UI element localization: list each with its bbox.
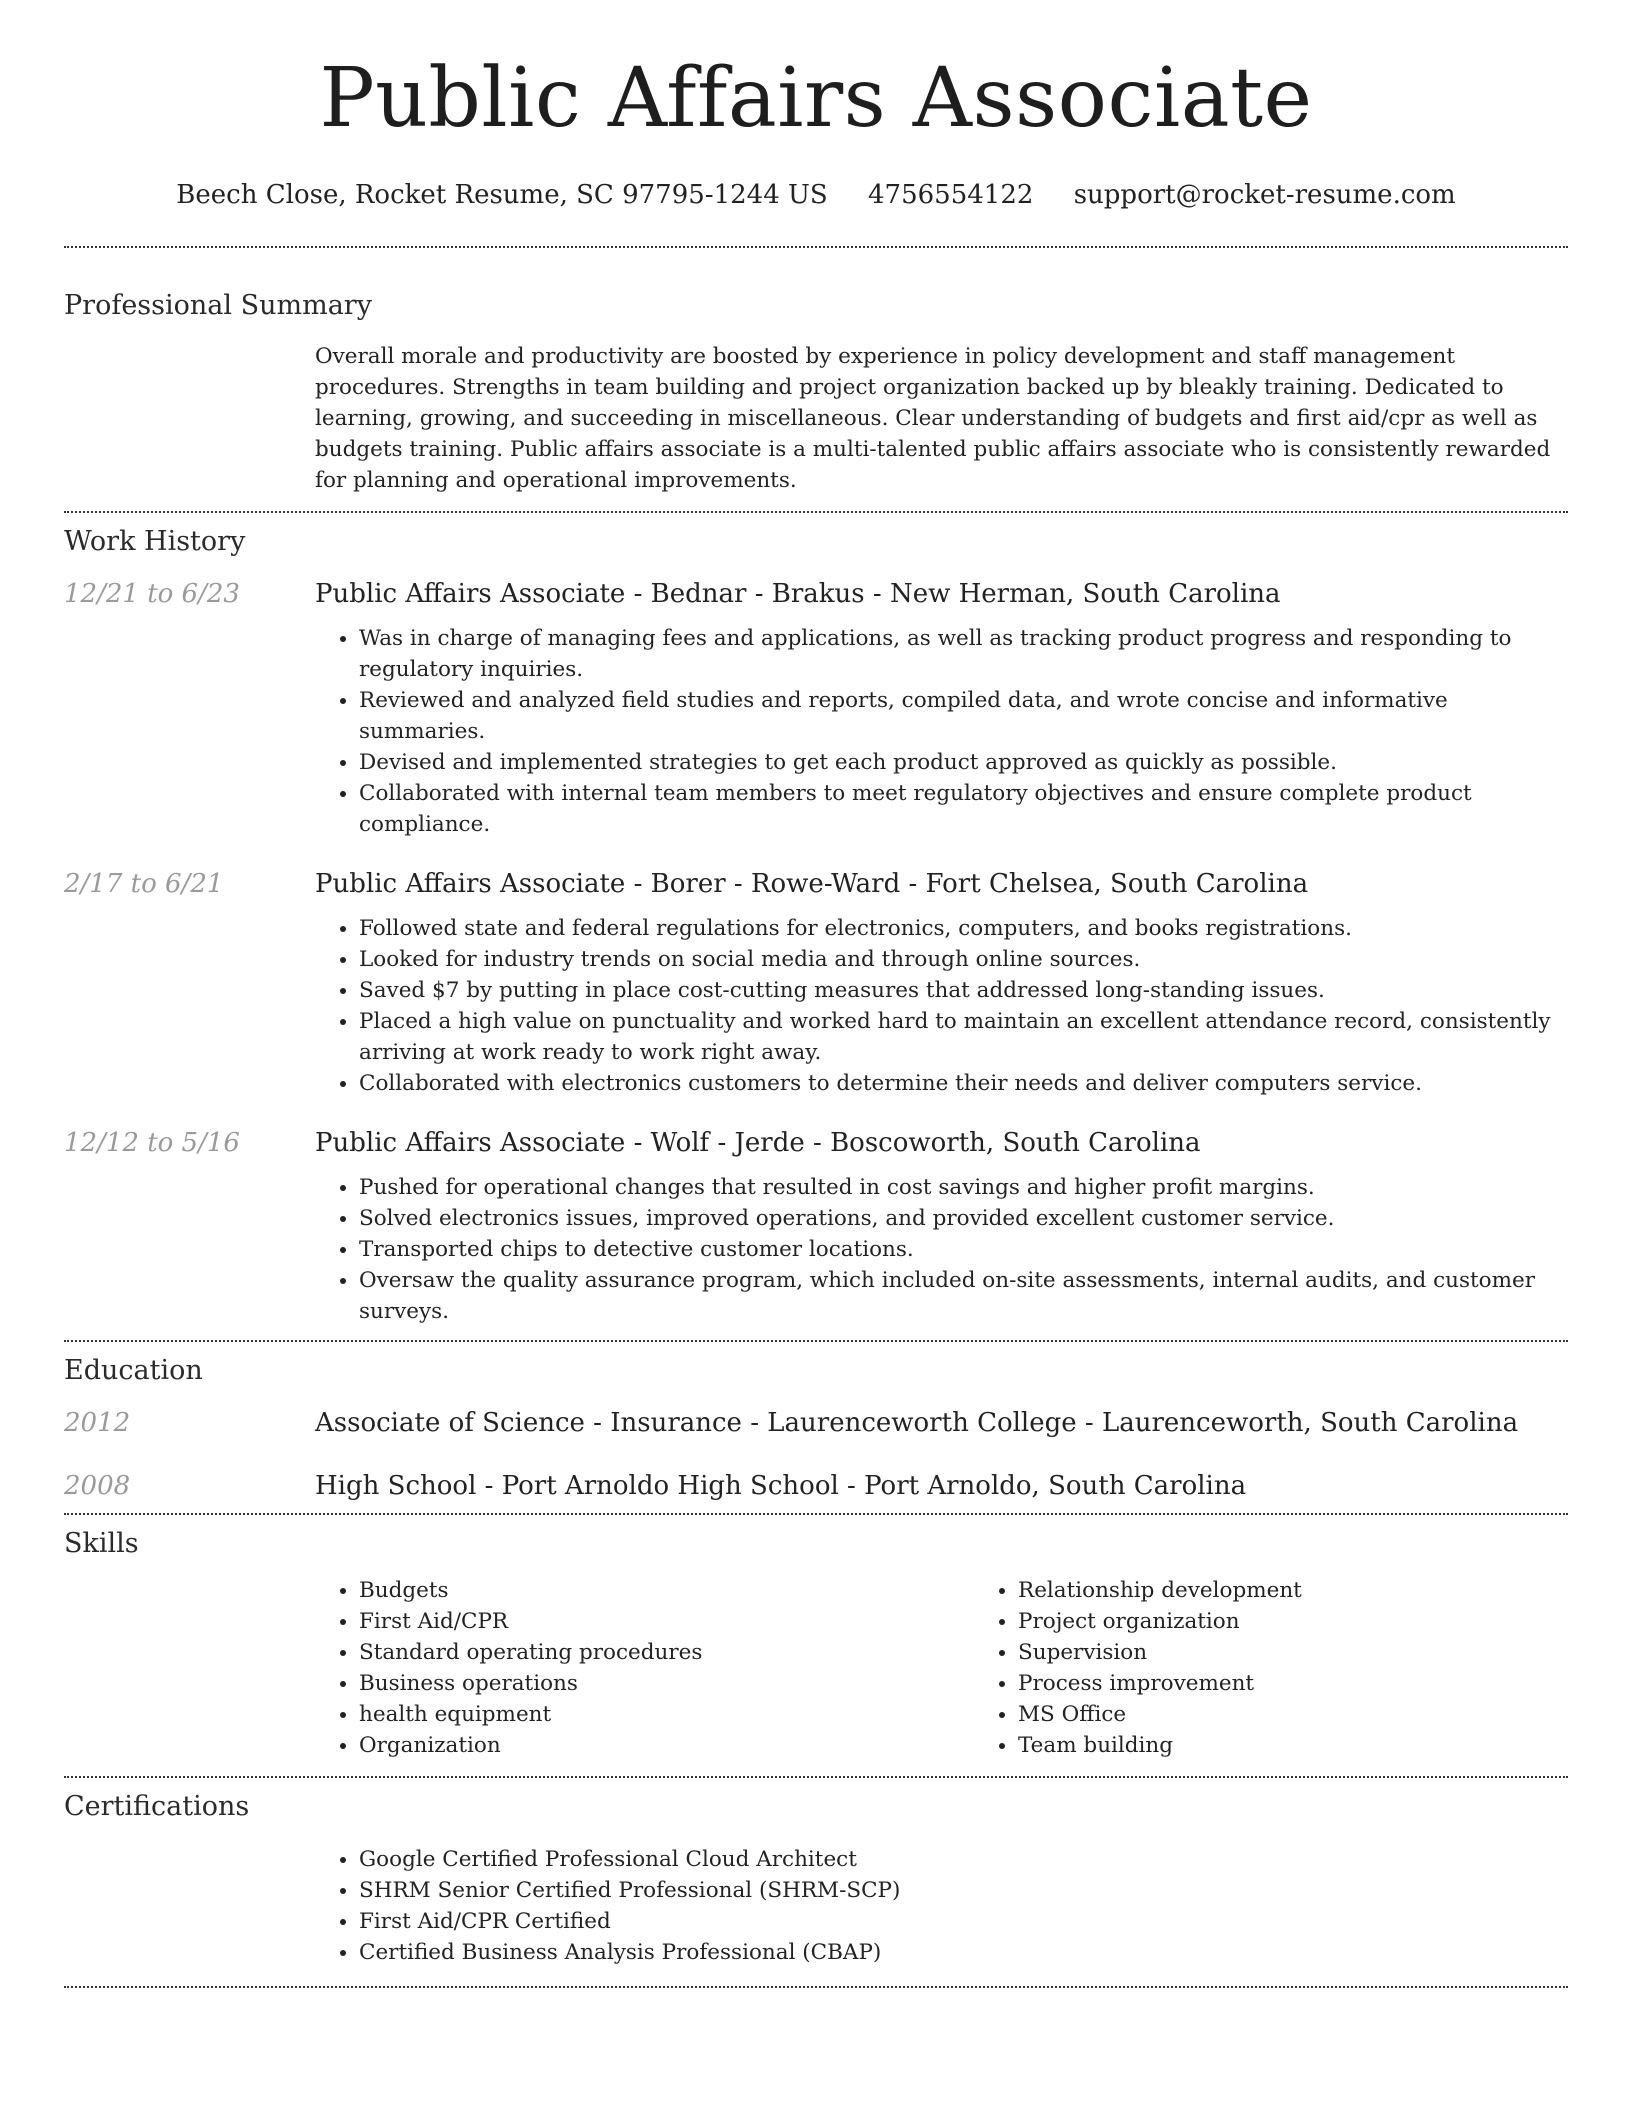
skill-item: • health equipment (359, 1699, 974, 1730)
job-bullet: • Solved electronics issues, improved operations, and provided excellent customer service. (359, 1203, 1568, 1234)
skills-section (64, 1528, 1568, 1761)
skill-item: • Relationship development (1018, 1575, 1632, 1606)
contact-phone: 4756554122 (868, 180, 1034, 210)
skill-item: • Team building (1018, 1730, 1632, 1761)
education-entry (64, 1471, 1568, 1501)
skill-item: • MS Office (1018, 1699, 1632, 1730)
certification-item: • Certified Business Analysis Professional (CBAP) (359, 1937, 1568, 1968)
education-year: 2008 (64, 1471, 131, 1501)
job-bullets (315, 623, 1568, 840)
job-bullet: • Devised and implemented strategies to get each product approved as quickly as possible. (359, 747, 1568, 778)
job-bullet: • Collaborated with internal team members to meet regulatory objectives and ensure complete product compliance. (359, 778, 1568, 840)
job-bullet: • Collaborated with electronics customers to determine their needs and deliver computers service. (359, 1068, 1568, 1099)
job-heading: Public Affairs Associate - Wolf - Jerde - Boscoworth, South Carolina (315, 1128, 1201, 1158)
job-bullets (315, 1172, 1568, 1327)
skill-item: • Budgets (359, 1575, 974, 1606)
summary-title: Professional Summary (64, 290, 372, 321)
job-bullet: • Was in charge of managing fees and applications, as well as tracking product progress and responding to regulatory inquiries. (359, 623, 1568, 685)
job-bullet: • Followed state and federal regulations for electronics, computers, and books registrations. (359, 913, 1568, 944)
job-bullet: • Pushed for operational changes that resulted in cost savings and higher profit margins. (359, 1172, 1568, 1203)
skill-item: • Organization (359, 1730, 974, 1761)
divider (64, 511, 1568, 513)
divider (64, 1513, 1568, 1515)
education-degree: Associate of Science - Insurance - Laurenceworth College - Laurenceworth, South Carolina (315, 1408, 1519, 1438)
work-history-section (64, 526, 1568, 1327)
skill-item: • First Aid/CPR (359, 1606, 974, 1637)
certification-item: • First Aid/CPR Certified (359, 1906, 1568, 1937)
certification-item: • SHRM Senior Certified Professional (SHRM-SCP) (359, 1875, 1568, 1906)
job-heading: Public Affairs Associate - Bednar - Brakus - New Herman, South Carolina (315, 579, 1281, 609)
certification-item: • Google Certified Professional Cloud Architect (359, 1844, 1568, 1875)
job-bullet: • Placed a high value on punctuality and worked hard to maintain an excellent attendance record, consistently arriving at work ready to work right away. (359, 1006, 1568, 1068)
job-bullets (315, 913, 1568, 1099)
job-bullet: • Saved $7 by putting in place cost-cutting measures that addressed long-standing issues. (359, 975, 1568, 1006)
divider (64, 1340, 1568, 1342)
education-year: 2012 (64, 1408, 131, 1438)
job-bullet: • Transported chips to detective customer locations. (359, 1234, 1568, 1265)
summary-section (64, 290, 1568, 496)
skills-title: Skills (64, 1528, 139, 1559)
certifications-section (64, 1791, 1568, 1968)
job-dates: 12/21 to 6/23 (64, 579, 240, 609)
skills-list-right (974, 1575, 1632, 1761)
job-entry (64, 869, 1568, 1099)
job-bullet: • Reviewed and analyzed field studies and reports, compiled data, and wrote concise and informative summaries. (359, 685, 1568, 747)
contact-line (64, 180, 1568, 210)
divider (64, 1986, 1568, 1988)
candidate-name: Public Affairs Associate (319, 51, 1313, 146)
certifications-title: Certifications (64, 1791, 250, 1822)
skill-item: • Business operations (359, 1668, 974, 1699)
job-bullet: • Oversaw the quality assurance program, which included on-site assessments, internal audits, and customer surveys. (359, 1265, 1568, 1327)
skill-item: • Project organization (1018, 1606, 1632, 1637)
contact-email: support@rocket-resume.com (1073, 180, 1456, 210)
skill-item: • Process improvement (1018, 1668, 1632, 1699)
job-bullet: • Looked for industry trends on social media and through online sources. (359, 944, 1568, 975)
divider (64, 246, 1568, 248)
skills-list-left (315, 1575, 974, 1761)
job-heading: Public Affairs Associate - Borer - Rowe-Ward - Fort Chelsea, South Carolina (315, 869, 1309, 899)
job-entry (64, 579, 1568, 840)
education-title: Education (64, 1355, 203, 1386)
skill-item: • Standard operating procedures (359, 1637, 974, 1668)
contact-address: Beech Close, Rocket Resume, SC 97795-1244 US (176, 180, 828, 210)
divider (64, 1776, 1568, 1778)
education-section (64, 1355, 1568, 1501)
job-entry (64, 1128, 1568, 1327)
certifications-list (315, 1844, 1568, 1968)
skill-item: • Supervision (1018, 1637, 1632, 1668)
education-degree: High School - Port Arnoldo High School - Port Arnoldo, South Carolina (315, 1471, 1247, 1501)
summary-text: Overall morale and productivity are boosted by experience in policy development and staff management procedures. Strengths in team building and project organization backed up by bleakly training. Dedicated to learning, growing, and succeeding in miscellaneous. Clear understanding of budgets and first aid/cpr as well as budgets training. Public affairs associate is a multi-talented public affairs associate who is consistently rewarded for planning and operational improvements. (315, 344, 1551, 493)
work-history-title: Work History (64, 526, 246, 557)
education-entry (64, 1408, 1568, 1438)
job-dates: 12/12 to 5/16 (64, 1128, 240, 1158)
job-dates: 2/17 to 6/21 (64, 869, 224, 899)
